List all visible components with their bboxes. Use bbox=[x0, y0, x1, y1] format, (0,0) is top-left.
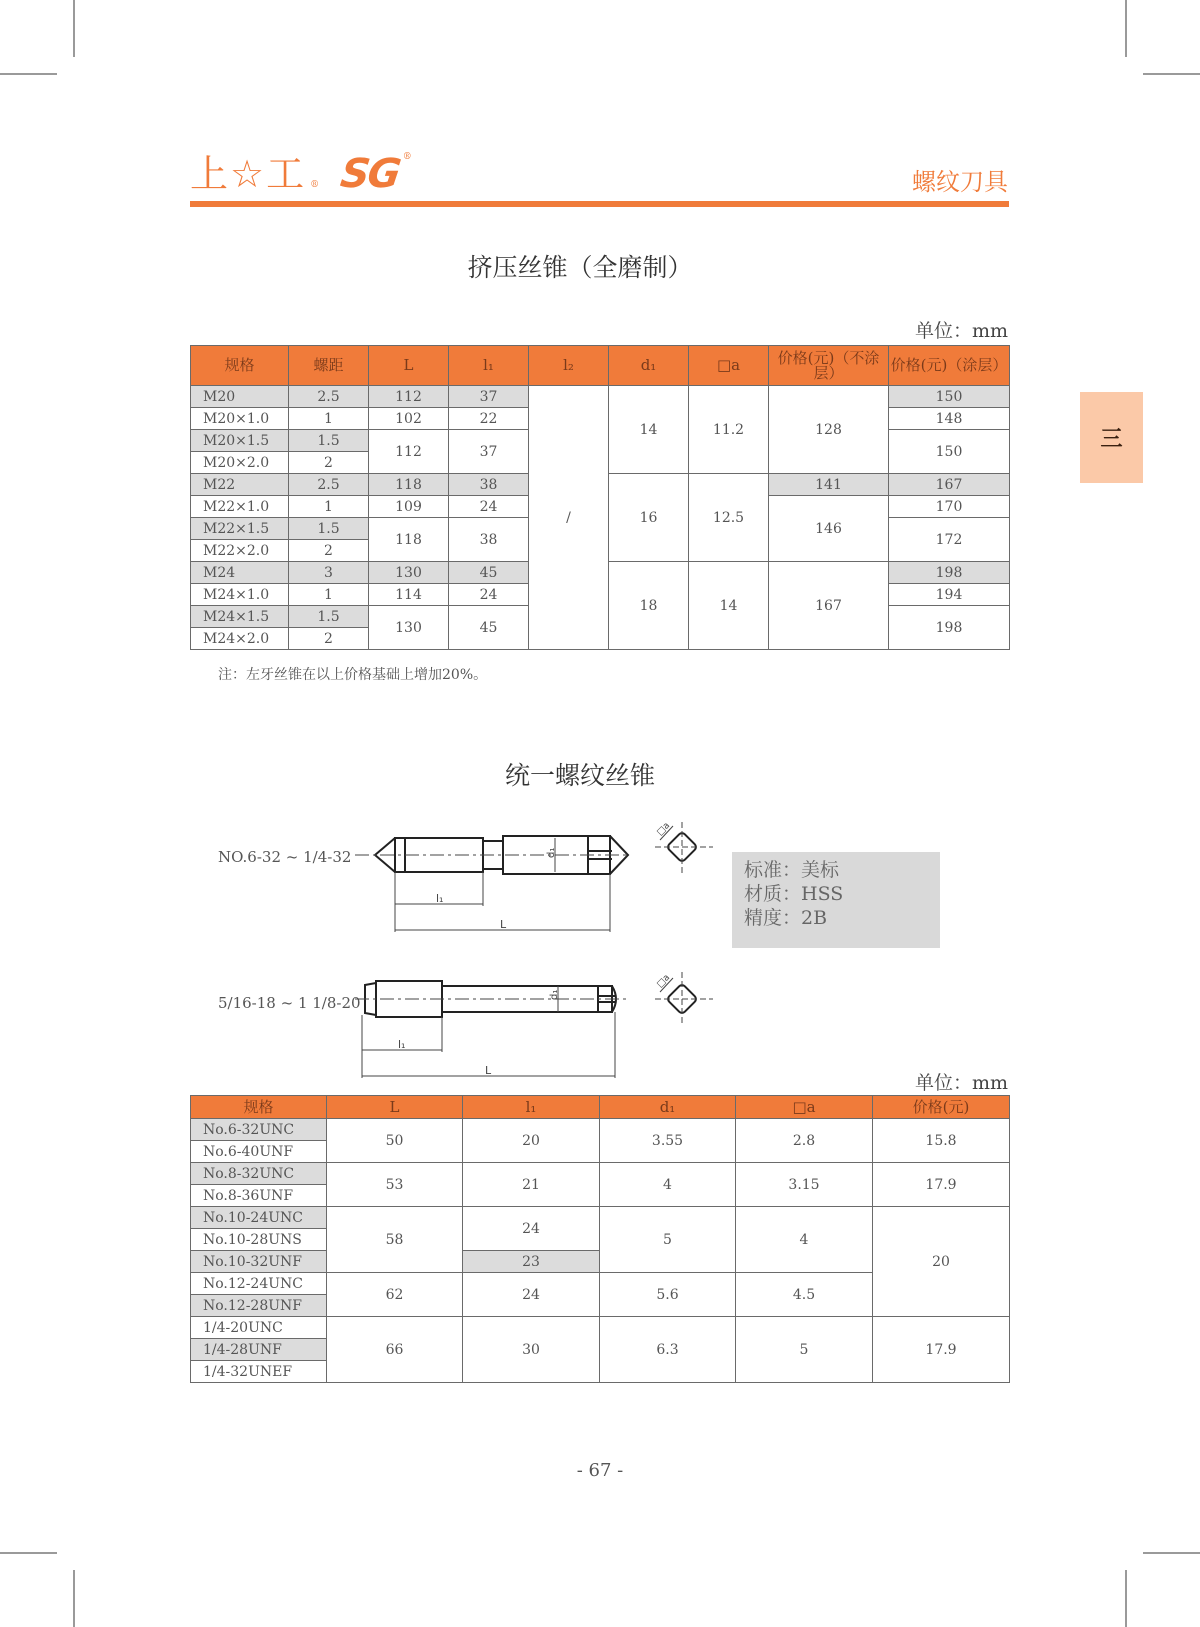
crop-mark bbox=[1125, 0, 1127, 57]
crop-mark bbox=[1143, 73, 1200, 75]
col-header-L: L bbox=[327, 1096, 463, 1119]
table-row: M20 2.5 112 37 / 14 11.2 128 150 bbox=[191, 386, 1010, 408]
table-row: 1/4-32UNEF bbox=[191, 1361, 1010, 1383]
table-row: M20×1.0 1 102 22 148 bbox=[191, 408, 1010, 430]
unit-label: 单位：mm bbox=[914, 320, 1008, 342]
col-header-L: L bbox=[369, 346, 449, 386]
col-header-spec: 规格 bbox=[191, 346, 289, 386]
chapter-tab-label: 三 bbox=[1100, 427, 1123, 452]
unit-label: 单位：mm bbox=[914, 1072, 1008, 1094]
table-row: M22×1.5 1.5 118 38 172 bbox=[191, 518, 1010, 540]
footnote: 注：左牙丝锥在以上价格基础上增加20%。 bbox=[218, 667, 488, 683]
section-title-unified-thread-tap: 统一螺纹丝锥 bbox=[504, 761, 655, 790]
chapter-tab[interactable] bbox=[1080, 392, 1143, 483]
brand-logo bbox=[190, 150, 412, 197]
svg-text:d₁: d₁ bbox=[549, 989, 560, 1000]
table-row: M24×2.0 2 bbox=[191, 628, 1010, 650]
table-row: 1/4-28UNF bbox=[191, 1339, 1010, 1361]
col-header-price: 价格(元) bbox=[873, 1096, 1010, 1119]
table-row: No.6-40UNF bbox=[191, 1141, 1010, 1163]
svg-text:L: L bbox=[485, 1064, 492, 1077]
table-row: M24×1.0 1 114 24 194 bbox=[191, 584, 1010, 606]
spec-material: 材质：HSS bbox=[744, 883, 844, 905]
table-row: M24×1.5 1.5 130 45 198 bbox=[191, 606, 1010, 628]
square-section-icon bbox=[655, 968, 715, 1028]
col-header-pitch: 螺距 bbox=[289, 346, 369, 386]
page-number: - 67 - bbox=[576, 1460, 624, 1481]
diagram-label-small: NO.6-32 ~ 1/4-32 bbox=[218, 848, 352, 866]
col-header-a: □a bbox=[736, 1096, 873, 1119]
category-title: 螺纹刀具 bbox=[912, 168, 1008, 196]
crop-mark bbox=[0, 73, 57, 75]
section-title-extrusion-tap: 挤压丝锥（全磨制） bbox=[467, 253, 693, 282]
svg-text:l₁: l₁ bbox=[436, 892, 444, 905]
table-row: M20×2.0 2 bbox=[191, 452, 1010, 474]
l2-cell: / bbox=[529, 386, 609, 650]
table-row: 1/4-20UNC 66 30 6.3 5 17.9 bbox=[191, 1317, 1010, 1339]
table-row: No.10-32UNF 23 bbox=[191, 1251, 1010, 1273]
logo-chinese: 上☆工 bbox=[190, 152, 307, 196]
svg-text:□a: □a bbox=[655, 972, 673, 990]
extrusion-tap-table bbox=[190, 345, 1010, 650]
table-row: M20×1.5 1.5 112 37 150 bbox=[191, 430, 1010, 452]
tap-diagram-small bbox=[350, 820, 630, 935]
table-row: No.10-28UNS bbox=[191, 1229, 1010, 1251]
diagram-label-large: 5/16-18 ~ 1 1/8-20 bbox=[218, 994, 361, 1012]
table-row: M22×2.0 2 bbox=[191, 540, 1010, 562]
col-header-d1: d₁ bbox=[600, 1096, 736, 1119]
header-divider bbox=[190, 201, 1009, 207]
col-header-spec: 规格 bbox=[191, 1096, 327, 1119]
col-header-d1: d₁ bbox=[609, 346, 689, 386]
logo-sg: SG bbox=[337, 151, 402, 197]
spec-info-box bbox=[732, 852, 940, 948]
col-header-price-uncoated: 价格(元)（不涂层） bbox=[769, 346, 889, 386]
spec-precision: 精度：2B bbox=[744, 907, 828, 929]
crop-mark bbox=[73, 1570, 75, 1627]
table-row: No.8-32UNC 53 21 4 3.15 17.9 bbox=[191, 1163, 1010, 1185]
col-header-price-coated: 价格(元)（涂层） bbox=[889, 346, 1010, 386]
crop-mark bbox=[1143, 1552, 1200, 1554]
table-row: M24 3 130 45 18 14 167 198 bbox=[191, 562, 1010, 584]
table-row: No.10-24UNC 58 24 5 4 20 bbox=[191, 1207, 1010, 1229]
col-header-l1: l₁ bbox=[463, 1096, 600, 1119]
col-header-l1: l₁ bbox=[449, 346, 529, 386]
crop-mark bbox=[73, 0, 75, 57]
table-row: No.12-28UNF bbox=[191, 1295, 1010, 1317]
col-header-a: □a bbox=[689, 346, 769, 386]
table-row: No.8-36UNF bbox=[191, 1185, 1010, 1207]
unified-thread-tap-table bbox=[190, 1095, 1010, 1383]
svg-text:d₁: d₁ bbox=[546, 847, 557, 858]
registered-mark: ® bbox=[310, 180, 320, 190]
table-row: M22×1.0 1 109 24 146 170 bbox=[191, 496, 1010, 518]
spec-standard: 标准：美标 bbox=[744, 859, 840, 881]
svg-text:l₁: l₁ bbox=[398, 1038, 406, 1051]
square-section-icon bbox=[655, 818, 715, 878]
svg-text:□a: □a bbox=[655, 820, 673, 838]
table-row: M22 2.5 118 38 16 12.5 141 167 bbox=[191, 474, 1010, 496]
crop-mark bbox=[0, 1552, 57, 1554]
registered-mark: ® bbox=[402, 152, 412, 162]
table-row: No.12-24UNC 62 24 5.6 4.5 bbox=[191, 1273, 1010, 1295]
svg-text:L: L bbox=[500, 918, 507, 931]
table-row: No.6-32UNC 50 20 3.55 2.8 15.8 bbox=[191, 1119, 1010, 1141]
tap-diagram-large bbox=[350, 968, 630, 1080]
crop-mark bbox=[1125, 1570, 1127, 1627]
col-header-l2: l₂ bbox=[529, 346, 609, 386]
